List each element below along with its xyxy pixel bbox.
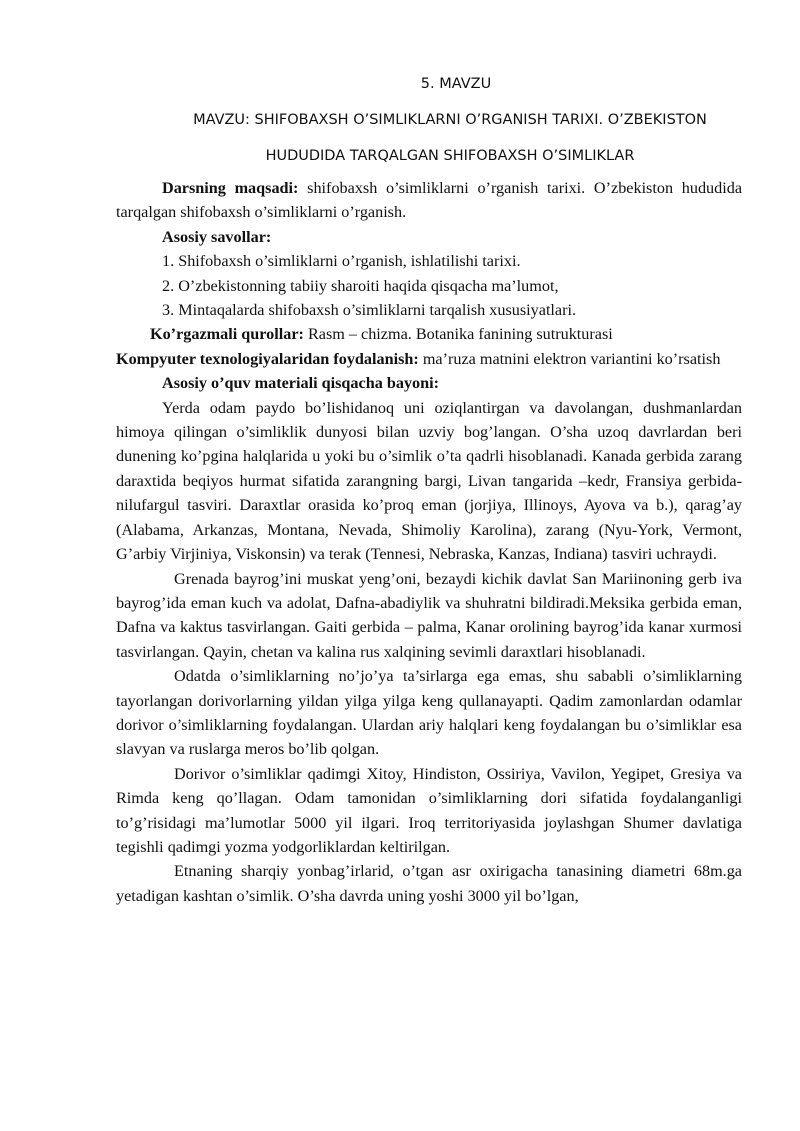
- question-item-2: 2. O’zbekistonning tabiiy sharoiti haqida qisqacha ma’lumot,: [162, 276, 559, 295]
- computer-tech: [116, 347, 742, 371]
- question-item-3: 3. Mintaqalarda shifobaxsh o’simliklarni tarqalish xususiyatlari.: [162, 301, 577, 320]
- paragraph-2: Grenada bayrog’ini muskat yeng’oni, bezaydi kichik davlat San Mariinoning gerb iva bayrog’ida eman kuch va adolat, Dafna-abadiylik va shuhratni bildiradi.Meksika gerbida eman, Dafna va kaktus tasvirlangan. Gaiti gerbida – palma, Kanar orolining bayrog’ida kanar xurmosi tasvirlangan. Qayin, chetan va kalina rus xalqining sevimli daraxtlari hisoblanadi.: [116, 569, 742, 661]
- summary-label: Asosiy o’quv materiali qisqacha bayoni:: [162, 374, 440, 393]
- document-body: [116, 176, 742, 908]
- paragraph-4: Dorivor o’simliklar qadimgi Xitoy, Hindiston, Ossiriya, Vavilon, Yegipet, Gresiya va Rimda keng qo’llagan. Odam tamonidan o’simliklarning dori sifatida foydalanganligi to’g’risidagi ma’lumotlar 5000 yil ilgari. Iroq territoriyasida joylashgan Shumer davlatiga tegishli qadimgi yozma yodgorliklardan keltirilgan.: [116, 764, 742, 856]
- topic-number: 5. MAVZU: [420, 76, 492, 92]
- computer-tech-text: ma’ruza matnini elektron variantini ko’rsatish: [418, 349, 721, 368]
- question-item-1: 1. Shifobaxsh o’simliklarni o’rganish, ishlatilishi tarixi.: [162, 252, 521, 271]
- questions-label: Asosiy savollar:: [162, 227, 272, 246]
- paragraph-3: Odatda o’simliklarning no’jo’ya ta’sirlarga ega emas, shu sababli o’simliklarning tayorlangan dorivorlarning yildan yilga yilga keng qullanayapti. Qadim zamonlardan odamlar dorivor o’simliklarning foydalangan. Ulardan ariy halqlari keng foydalangan bu o’simliklar esa slavyan va ruslarga meros bo’lib qolgan.: [116, 667, 742, 759]
- lesson-goal-label: Darsning maqsadi:: [162, 179, 299, 197]
- lesson-goal-text: shifobaxsh o’simliklarni o’rganish tarixi. O’zbekiston hududida tarqalgan shifobaxsh o’simliklarni o’rganish.: [116, 179, 743, 222]
- computer-tech-label: Kompyuter texnologiyalaridan foydalanish:: [116, 349, 419, 368]
- topic-title-line-2: HUDUDIDA TARQALGAN SHIFOBAXSH O’SIMLIKLAR: [265, 148, 635, 164]
- visual-aids-label: Ko’rgazmali qurollar:: [150, 325, 304, 344]
- topic-title-line-1: MAVZU: SHIFOBAXSH O’SIMLIKLARNI O’RGANISH TARIXI. O’ZBEKISTON: [193, 112, 707, 128]
- lesson-goal: [116, 176, 742, 225]
- visual-aids-text: Rasm – chizma. Botanika fanining sutrukturasi: [303, 325, 613, 344]
- paragraph-5: Etnaning sharqiy yonbag’irlarid, o’tgan asr oxirigacha tanasining diametri 68m.ga yetadigan kashtan o’simlik. O’sha davrda uning yoshi 3000 yil bo’lgan,: [116, 862, 742, 905]
- visual-aids: [116, 322, 742, 346]
- paragraph-1: Yerda odam paydo bo’lishidanoq uni oziqlantirgan va davolangan, dushmanlardan himoya qilingan o’simliklik dunyosi bilan uzviy bog’langan. O’sha uzoq davrlardan beri dunening ko’pgina halqlarida u yoki bu o’simlik o’ta qadrli hisoblanadi. Kanada gerbida zarang daraxtida beqiyos hurmat sifatida zarangning bargi, Livan tangarida –kedr, Fransiya gerbida-nilufargul tasviri. Daraxtlar orasida ko’proq eman (jorjiya, Illinoys, Ayova va b.), qarag’ay (Alabama, Arkanzas, Montana, Nevada, Shimoliy Karolina), zarang (Nyu-York, Vermont, G’arbiy Virjiniya, Viskonsin) va terak (Tennesi, Nebraska, Kanzas, Indiana) tasviri uchraydi.: [116, 398, 742, 564]
